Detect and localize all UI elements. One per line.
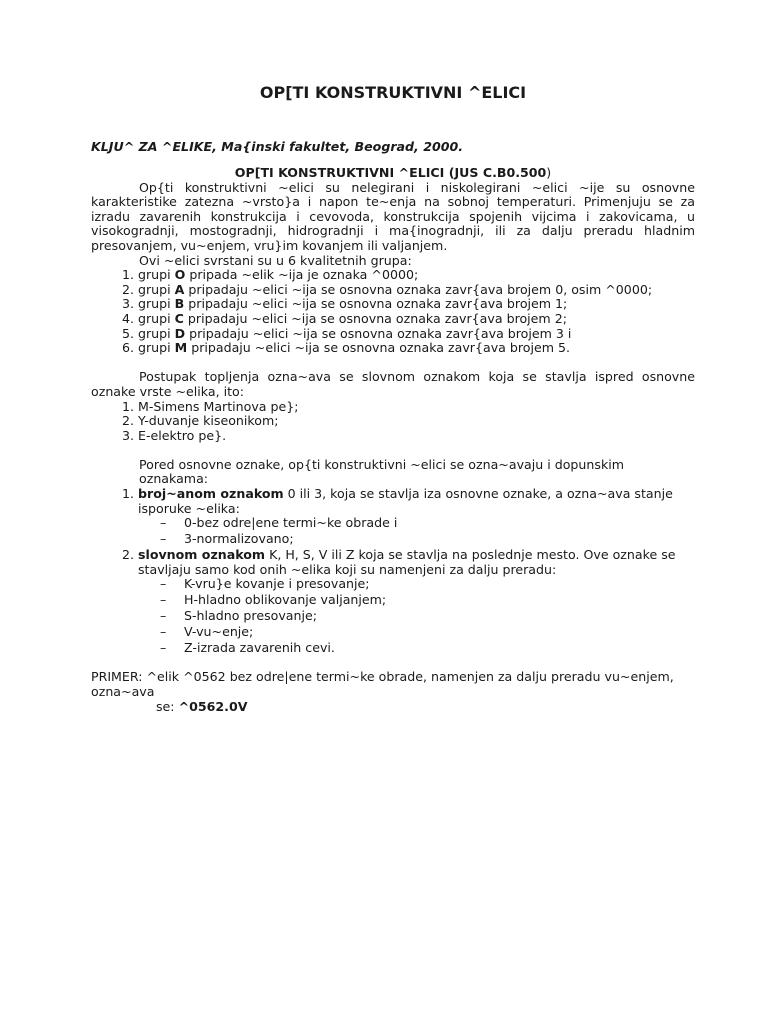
list-item: 3. grupi B pripadaju ~elici ~ija se osnovna oznaka zavr{ava brojem 1;	[138, 297, 695, 312]
sub-list-item: – 3-normalizovano;	[160, 531, 294, 547]
sub-list-item: – V-vu~enje;	[160, 624, 254, 640]
list-item: 2. grupi A pripadaju ~elici ~ija se osnovna oznaka zavr{ava brojem 0, osim ^0000;	[138, 283, 695, 298]
section-heading	[91, 166, 695, 181]
quality-groups-list	[91, 268, 695, 356]
list-item: 1. grupi O pripada ~elik ~ija je oznaka ^0000;	[138, 268, 695, 283]
list-item: 5. grupi D pripadaju ~elici ~ija se osnovna oznaka zavr{ava brojem 3 i	[138, 327, 695, 342]
example-designation: ^0562.0V	[178, 698, 248, 714]
section-heading-text: OP[TI KONSTRUKTIVNI ^ELICI (JUS C.B0.500	[234, 165, 547, 180]
page-title: OP[TI KONSTRUKTIVNI ^ELICI	[259, 83, 527, 102]
sub-list-item: – H-hladno oblikovanje valjanjem;	[160, 592, 387, 608]
list-item: 1. M-Simens Martinova pe};	[138, 400, 695, 415]
groups-intro: Ovi ~elici svrstani su u 6 kvalitetnih grupa:	[139, 252, 412, 268]
list-item: 6. grupi M pripadaju ~elici ~ija se osnovna oznaka zavr{ava brojem 5.	[138, 341, 695, 356]
supplementary-list	[91, 487, 695, 656]
list-item: 2. Y-duvanje kiseonikom;	[138, 414, 695, 429]
intro-paragraph: Op{ti konstruktivni ~elici su nelegirani i niskolegirani ~elici ~ije su osnovne karakteristike zatezna ~vrsto}a i napon te~enja na sobnoj temperaturi. Primenjuju se za izradu zavarenih konstrukcija i cevovoda, konstrukcija spojenih vijcima i zakovicama, u visokogradnji, mostogradnji, hidrogradnji i ma{inogradnji, ili za dalju preradu hladnim presovanjem, vu~enjem, vru}im kovanjem ili valjanjem.	[91, 179, 695, 253]
list-item: 2. slovnom oznakom K, H, S, V ili Z koja se stavlja na poslednje mesto. Ove oznake se stavljaju samo kod onih ~elika koji su namenjeni za dalju preradu: – K-vru}e kovanje i presovanje; – H-hladno oblikovanje valjanjem; – S-hladno presovanje; – V-vu~enje; – Z-izrada zavarenih cevi.	[138, 548, 695, 656]
sub-list-item: – 0-bez odre|ene termi~ke obrade i	[160, 515, 398, 531]
sub-list	[138, 516, 695, 547]
section-heading-paren: )	[546, 165, 552, 180]
source-reference: KLJU^ ZA ^ELIKE, Ma{inski fakultet, Beograd, 2000.	[91, 139, 464, 154]
example-paragraph: PRIMER: ^elik ^0562 bez odre|ene termi~ke obrade, namenjen za dalju preradu vu~enjem, ozna~ava	[91, 669, 674, 699]
sub-list-item: – K-vru}e kovanje i presovanje;	[160, 576, 370, 592]
sub-list-item: – S-hladno presovanje;	[160, 608, 317, 624]
example-result: se: ^0562.0V	[156, 698, 248, 714]
sub-list	[138, 577, 695, 656]
smelting-list	[91, 400, 695, 444]
smelting-intro: Postupak topljenja ozna~ava se slovnom oznakom koja se stavlja ispred osnovne oznake vrste ~elika, ito:	[91, 369, 695, 399]
sub-list-item: – Z-izrada zavarenih cevi.	[160, 640, 335, 656]
list-item: 1. broj~anom oznakom 0 ili 3, koja se stavlja iza osnovne oznake, a ozna~ava stanje isporuke ~elika: – 0-bez odre|ene termi~ke obrade i – 3-normalizovano;	[138, 487, 695, 547]
supplementary-intro: Pored osnovne oznake, op{ti konstruktivni ~elici se ozna~avaju i dopunskim oznakama:	[139, 456, 625, 487]
list-item: 4. grupi C pripadaju ~elici ~ija se osnovna oznaka zavr{ava brojem 2;	[138, 312, 695, 327]
document-body	[91, 166, 695, 714]
list-item: 3. E-elektro pe}.	[138, 429, 695, 444]
